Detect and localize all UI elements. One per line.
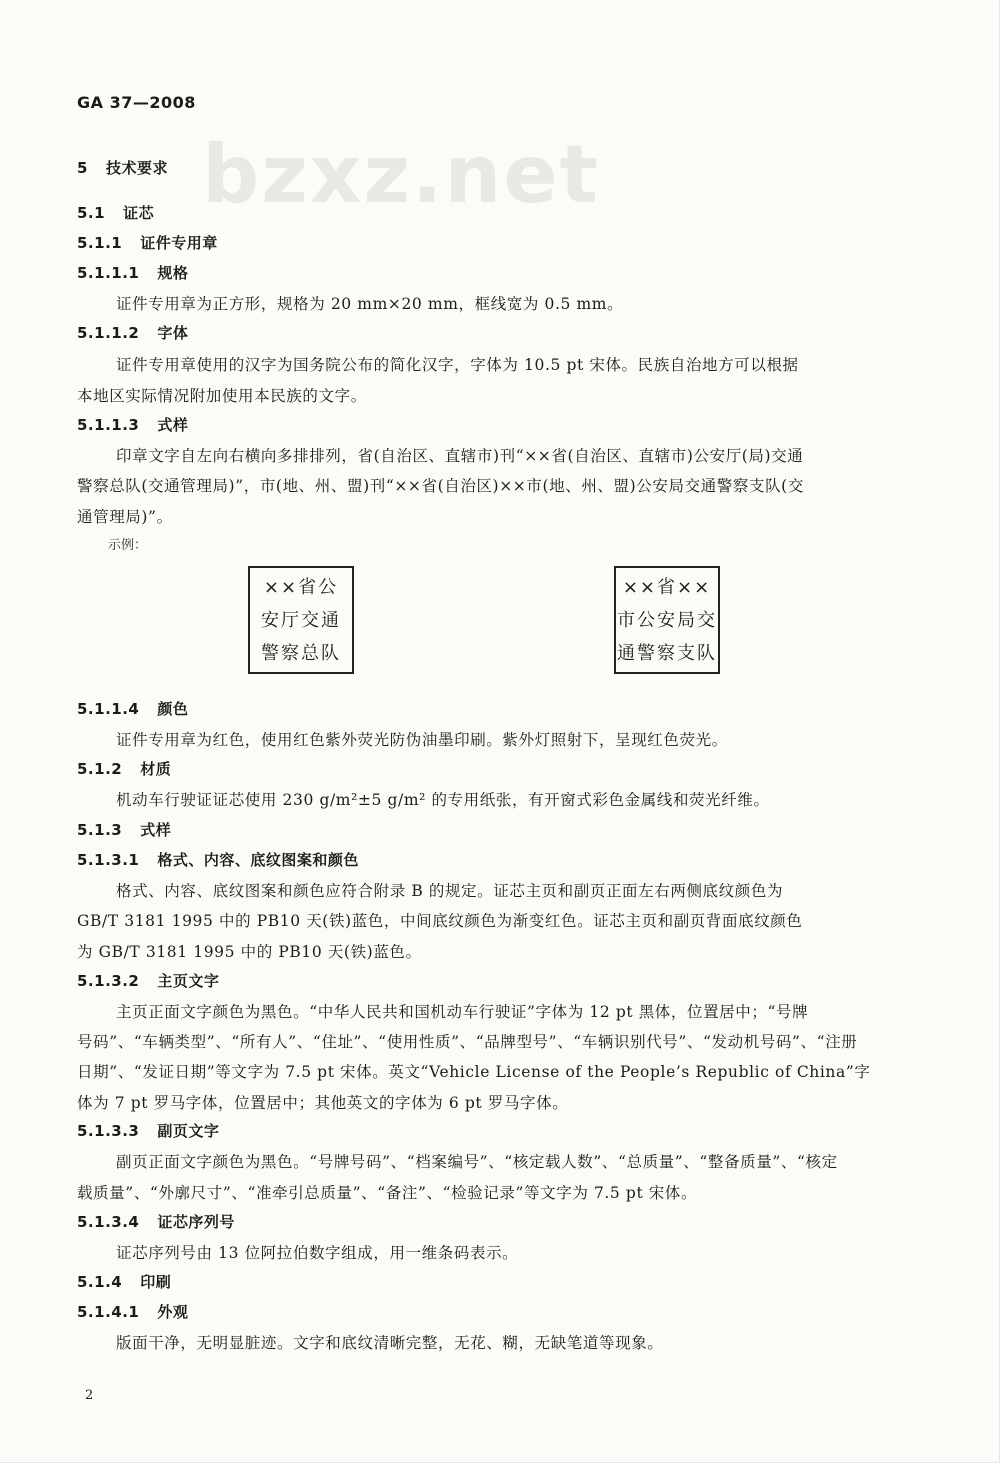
heading-number: 5.1.3.1 xyxy=(77,851,140,869)
paragraph: 证芯序列号由 13 位阿拉伯数字组成，用一维条码表示。 xyxy=(116,1244,519,1262)
paragraph-cont: GB/T 3181 1995 中的 PB10 天(铁)蓝色，中间底纹颜色为渐变红色。证芯主页和副页背面底纹颜色 xyxy=(77,912,803,930)
stamp-line: 市公安局交 xyxy=(617,610,717,631)
heading-title: 颜色 xyxy=(157,700,189,718)
heading-title: 式样 xyxy=(140,821,172,839)
paragraph-cont: 本地区实际情况附加使用本民族的文字。 xyxy=(77,387,367,405)
heading-title: 规格 xyxy=(157,264,189,282)
heading-number: 5.1.2 xyxy=(77,760,123,778)
heading-number: 5.1.3.3 xyxy=(77,1122,140,1140)
heading-title: 技术要求 xyxy=(105,159,168,177)
standard-code-header: GA 37—2008 xyxy=(77,93,196,112)
paragraph: 证件专用章为正方形，规格为 20 mm×20 mm，框线宽为 0.5 mm。 xyxy=(116,295,624,313)
paragraph: 副页正面文字颜色为黑色。“号牌号码”、“档案编号”、“核定载人数”、“总质量”、“整备质量”、“核定 xyxy=(116,1153,838,1171)
stamp-line: ××省公 xyxy=(263,577,339,598)
heading-title: 格式、内容、底纹图案和颜色 xyxy=(157,851,359,869)
example-label: 示例： xyxy=(108,538,148,553)
paragraph-cont: 通管理局)”。 xyxy=(77,508,173,526)
heading-title: 外观 xyxy=(157,1303,189,1321)
paragraph-cont: 体为 7 pt 罗马字体，位置居中；其他英文的字体为 6 pt 罗马字体。 xyxy=(77,1094,569,1112)
heading-number: 5.1.1 xyxy=(77,234,123,252)
heading-number: 5.1.1.4 xyxy=(77,700,140,718)
heading-5-1-3 xyxy=(77,819,897,840)
paragraph: 证件专用章使用的汉字为国务院公布的简化汉字，字体为 10.5 pt 宋体。民族自治地方可以根据 xyxy=(116,356,799,374)
heading-number: 5.1.4 xyxy=(77,1273,123,1291)
heading-5-1-4-1 xyxy=(77,1301,897,1322)
paragraph-cont: 为 GB/T 3181 1995 中的 PB10 天(铁)蓝色。 xyxy=(77,943,422,961)
stamp-line: 警察总队 xyxy=(261,643,341,664)
heading-title: 字体 xyxy=(157,324,189,342)
heading-title: 副页文字 xyxy=(157,1122,220,1140)
heading-5 xyxy=(77,157,897,178)
heading-title: 证芯序列号 xyxy=(157,1213,235,1231)
heading-title: 证芯 xyxy=(123,204,155,222)
heading-5-1-3-4 xyxy=(77,1211,897,1232)
heading-number: 5.1.3.2 xyxy=(77,972,140,990)
page-number: 2 xyxy=(85,1388,94,1403)
stamp-example-provincial xyxy=(248,566,354,674)
heading-5-1 xyxy=(77,202,897,223)
watermark: bzxz.net xyxy=(202,128,600,221)
heading-title: 式样 xyxy=(157,416,189,434)
heading-5-1-1-1 xyxy=(77,262,897,283)
paragraph-cont: 日期”、“发证日期”等文字为 7.5 pt 宋体。英文“Vehicle License of the People’s Republic of China”字 xyxy=(77,1063,871,1081)
heading-5-1-1-3 xyxy=(77,414,897,435)
heading-5-1-3-2 xyxy=(77,970,897,991)
paragraph: 主页正面文字颜色为黑色。“中华人民共和国机动车行驶证”字体为 12 pt 黑体，位置居中；“号牌 xyxy=(116,1003,809,1021)
paragraph-cont: 号码”、“车辆类型”、“所有人”、“住址”、“使用性质”、“品牌型号”、“车辆识别代号”、“发动机号码”、“注册 xyxy=(77,1033,858,1051)
heading-number: 5.1.1.3 xyxy=(77,416,140,434)
heading-5-1-4 xyxy=(77,1271,897,1292)
stamp-line: 安厅交通 xyxy=(261,610,341,631)
heading-5-1-1-2 xyxy=(77,322,897,343)
paragraph: 印章文字自左向右横向多排排列，省(自治区、直辖市)刊“××省(自治区、直辖市)公安厅(局)交通 xyxy=(116,447,804,465)
heading-5-1-3-3 xyxy=(77,1120,897,1141)
heading-5-1-1 xyxy=(77,232,897,253)
paragraph: 证件专用章为红色，使用红色紫外荧光防伪油墨印刷。紫外灯照射下，呈现红色荧光。 xyxy=(116,731,728,749)
paragraph: 机动车行驶证证芯使用 230 g/m²±5 g/m² 的专用纸张，有开窗式彩色金属线和荧光纤维。 xyxy=(116,791,770,809)
heading-title: 印刷 xyxy=(140,1273,172,1291)
heading-5-1-2 xyxy=(77,758,897,779)
paragraph-cont: 载质量”、“外廓尺寸”、“准牵引总质量”、“备注”、“检验记录”等文字为 7.5 pt 宋体。 xyxy=(77,1184,698,1202)
stamp-line: 通警察支队 xyxy=(617,643,717,664)
paragraph-cont: 警察总队(交通管理局)”，市(地、州、盟)刊“××省(自治区)××市(地、州、盟)公安局交通警察支队(交 xyxy=(77,477,804,495)
heading-title: 证件专用章 xyxy=(140,234,218,252)
heading-number: 5 xyxy=(77,159,88,177)
heading-title: 主页文字 xyxy=(157,972,220,990)
heading-number: 5.1.3.4 xyxy=(77,1213,140,1231)
heading-5-1-3-1 xyxy=(77,849,897,870)
stamp-example-municipal xyxy=(614,566,720,674)
heading-number: 5.1.1.1 xyxy=(77,264,140,282)
heading-number: 5.1.3 xyxy=(77,821,123,839)
heading-number: 5.1.4.1 xyxy=(77,1303,140,1321)
paragraph: 版面干净，无明显脏迹。文字和底纹清晰完整，无花、糊，无缺笔道等现象。 xyxy=(116,1334,664,1352)
paragraph: 格式、内容、底纹图案和颜色应符合附录 B 的规定。证芯主页和副页正面左右两侧底纹颜色为 xyxy=(116,882,784,900)
heading-number: 5.1.1.2 xyxy=(77,324,140,342)
heading-5-1-1-4 xyxy=(77,698,897,719)
stamp-line: ××省×× xyxy=(622,577,712,598)
heading-title: 材质 xyxy=(140,760,172,778)
heading-number: 5.1 xyxy=(77,204,106,222)
